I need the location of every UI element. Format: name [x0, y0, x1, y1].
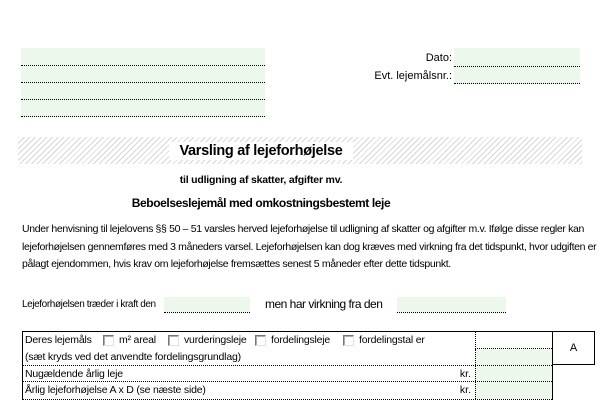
paragraph-line: lejeforhøjelsen gennemføres med 3 måneders varsel. Lejeforhøjelsen kan dog kræves med virkning fra det tidspunkt, hvor udgiften er	[22, 240, 597, 253]
value-a-input[interactable]	[475, 349, 552, 365]
distribution-basis-row	[23, 332, 475, 349]
annual-increase-label: Årlig lejeforhøjelse A x D (se næste side)	[25, 384, 206, 397]
address-line-input[interactable]	[21, 83, 265, 100]
in-force-date-input[interactable]	[164, 297, 250, 313]
row2-hint: (sæt kryds ved det anvendte fordelingsgrundlag)	[25, 350, 241, 363]
current-rent-input[interactable]	[475, 366, 552, 382]
checkbox-fordelingsleje-label: fordelingsleje	[271, 334, 331, 346]
date-input[interactable]	[454, 48, 580, 67]
paragraph-line: pålagt ejendommen, hvis krav om lejeforhøjelse fremsættes senest 5 måneder efter dette tidspunkt.	[22, 258, 451, 270]
form-title: Varsling af lejeforhøjelse	[169, 142, 352, 160]
table-row	[23, 349, 552, 366]
rent-table	[22, 331, 553, 400]
current-rent-unit: kr.	[459, 367, 471, 380]
in-force-label: Lejeforhøjelsen træder i kraft den	[22, 299, 156, 310]
checkbox-fordelingstal-label: fordelingstal er	[359, 334, 425, 346]
table-row	[23, 382, 552, 400]
table-row	[23, 332, 552, 349]
effect-from-date-input[interactable]	[397, 297, 506, 313]
legal-paragraph	[22, 221, 597, 274]
date-label: Dato:	[425, 52, 452, 64]
annual-increase-input[interactable]	[475, 382, 552, 399]
row1-label: Deres lejemåls	[25, 334, 92, 346]
form-category: Beboelseslejemål med omkostningsbestemt leje	[131, 196, 391, 210]
checkbox-vurderingsleje-label: vurderingsleje	[184, 334, 247, 346]
current-rent-label: Nugældende årlig leje	[25, 367, 123, 380]
address-line-input[interactable]	[21, 66, 265, 83]
recipient-address-block	[21, 48, 265, 117]
checkbox-m2-areal[interactable]	[103, 335, 114, 346]
fordelingstal-input[interactable]	[475, 332, 552, 349]
table-row	[23, 366, 552, 383]
annual-increase-unit: kr.	[459, 384, 471, 397]
checkbox-fordelingsleje[interactable]	[255, 335, 266, 346]
marker-a-box: A	[552, 331, 595, 365]
effect-from-label: men har virkning fra den	[265, 297, 383, 311]
paragraph-line: Under henvisning til lejelovens §§ 50 – 51 varsles herved lejeforhøjelse til udligning af skatter og afgifter m.v. Ifølge disse regler kan	[22, 223, 584, 235]
address-line-input[interactable]	[21, 48, 265, 66]
address-line-input[interactable]	[21, 100, 265, 117]
form-subtitle: til udligning af skatter, afgifter mv.	[179, 174, 343, 186]
checkbox-fordelingstal[interactable]	[343, 335, 354, 346]
tenancy-number-label: Evt. lejemålsnr.:	[374, 70, 452, 82]
checkbox-m2-areal-label: m² areal	[119, 334, 156, 346]
tenancy-number-input[interactable]	[454, 67, 580, 84]
checkbox-vurderingsleje[interactable]	[168, 335, 179, 346]
form-title-wrap	[22, 137, 500, 164]
